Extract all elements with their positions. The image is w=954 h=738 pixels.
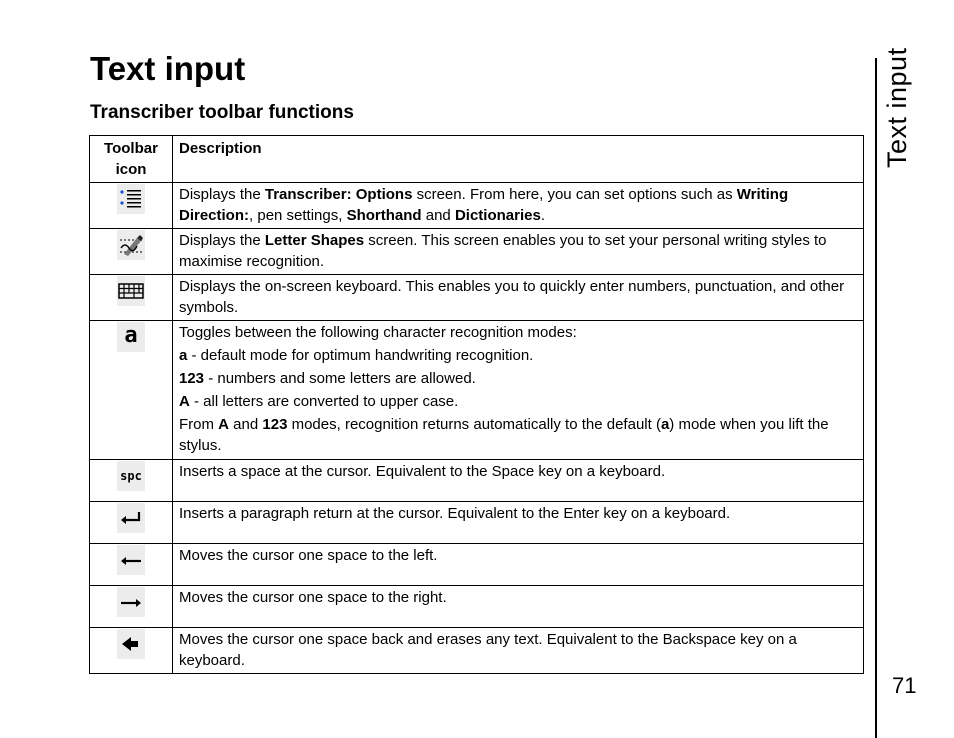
bold-term: 123 [179,370,205,387]
description-cell [173,460,864,502]
text-run: and [421,207,455,224]
arrow-left-icon [117,545,145,575]
text-run: and [229,416,263,433]
section-subtitle: Transcriber toolbar functions [90,102,354,123]
bold-term: Letter Shapes [264,232,365,249]
table-header-row [90,136,864,183]
text-run: ) mode when you lift the stylus. [179,416,829,454]
options-list-icon [117,184,145,214]
arrow-right-icon [117,587,145,617]
page-number: 71 [892,673,917,698]
description-cell [173,586,864,628]
table-row [90,275,864,321]
text-run: Inserts a space at the cursor. Equivalent to the Space key on a keyboard. [179,463,666,480]
text-run: Displays the [179,186,265,203]
text-run: From [179,416,219,433]
text-run: screen. This screen enables you to set your personal writing styles to maximise recognition. [179,232,827,270]
description-cell [173,183,864,229]
table-row [90,460,864,502]
text-run: Inserts a paragraph return at the cursor. Equivalent to the Enter key on a keyboard. [179,505,731,522]
text-run: Displays the [179,232,265,249]
bold-term: a [179,347,188,364]
description-cell [173,229,864,275]
table-row [90,628,864,674]
description-cell [173,321,864,460]
description-cell [173,502,864,544]
backspace-icon [117,629,145,659]
description-cell [173,628,864,674]
bold-term: 123 [262,416,288,433]
text-run: Moves the cursor one space to the left. [179,547,438,564]
header-description: Description [173,136,864,183]
header-toolbar-icon: Toolbar icon [90,136,173,183]
text-run: - numbers and some letters are allowed. [204,370,476,387]
text-run: screen. From here, you can set options such as [412,186,737,203]
page-title: Text input [90,50,246,87]
recognition-mode-icon: a [117,322,145,352]
text-run: Toggles between the following character recognition modes: [179,324,577,341]
text-run: modes, recognition returns automatically to the default ( [287,416,661,433]
bold-term: A [218,416,230,433]
text-run: - all letters are converted to upper case. [189,393,459,410]
description-cell [173,544,864,586]
bold-term: Shorthand [346,207,422,224]
description-cell [173,275,864,321]
text-run: Moves the cursor one space back and erases any text. Equivalent to the Backspace key on a keyboard. [179,631,797,669]
text-run: . [540,207,545,224]
table-row [90,544,864,586]
side-divider-rule [875,58,877,738]
toolbar-functions-table [89,135,864,674]
text-run: Displays the on-screen keyboard. This enables you to quickly enter numbers, punctuation, and other symbols. [179,278,845,316]
table-row [90,586,864,628]
text-run: - default mode for optimum handwriting recognition. [187,347,534,364]
table-row [90,183,864,229]
table-row [90,229,864,275]
keyboard-icon [117,276,145,306]
text-run: , pen settings, [249,207,347,224]
enter-return-icon [117,503,145,533]
bold-term: Dictionaries [454,207,541,224]
space-icon: spc [117,461,145,491]
bold-term: Transcriber: Options [264,186,413,203]
bold-term: a [660,416,670,433]
table-row [90,502,864,544]
letter-shapes-pen-icon [117,230,145,260]
bold-term: A [179,393,190,410]
bold-term: Writing Direction: [179,186,789,224]
side-section-label: Text input [882,47,912,168]
text-run: Moves the cursor one space to the right. [179,589,447,606]
table-row [90,321,864,460]
